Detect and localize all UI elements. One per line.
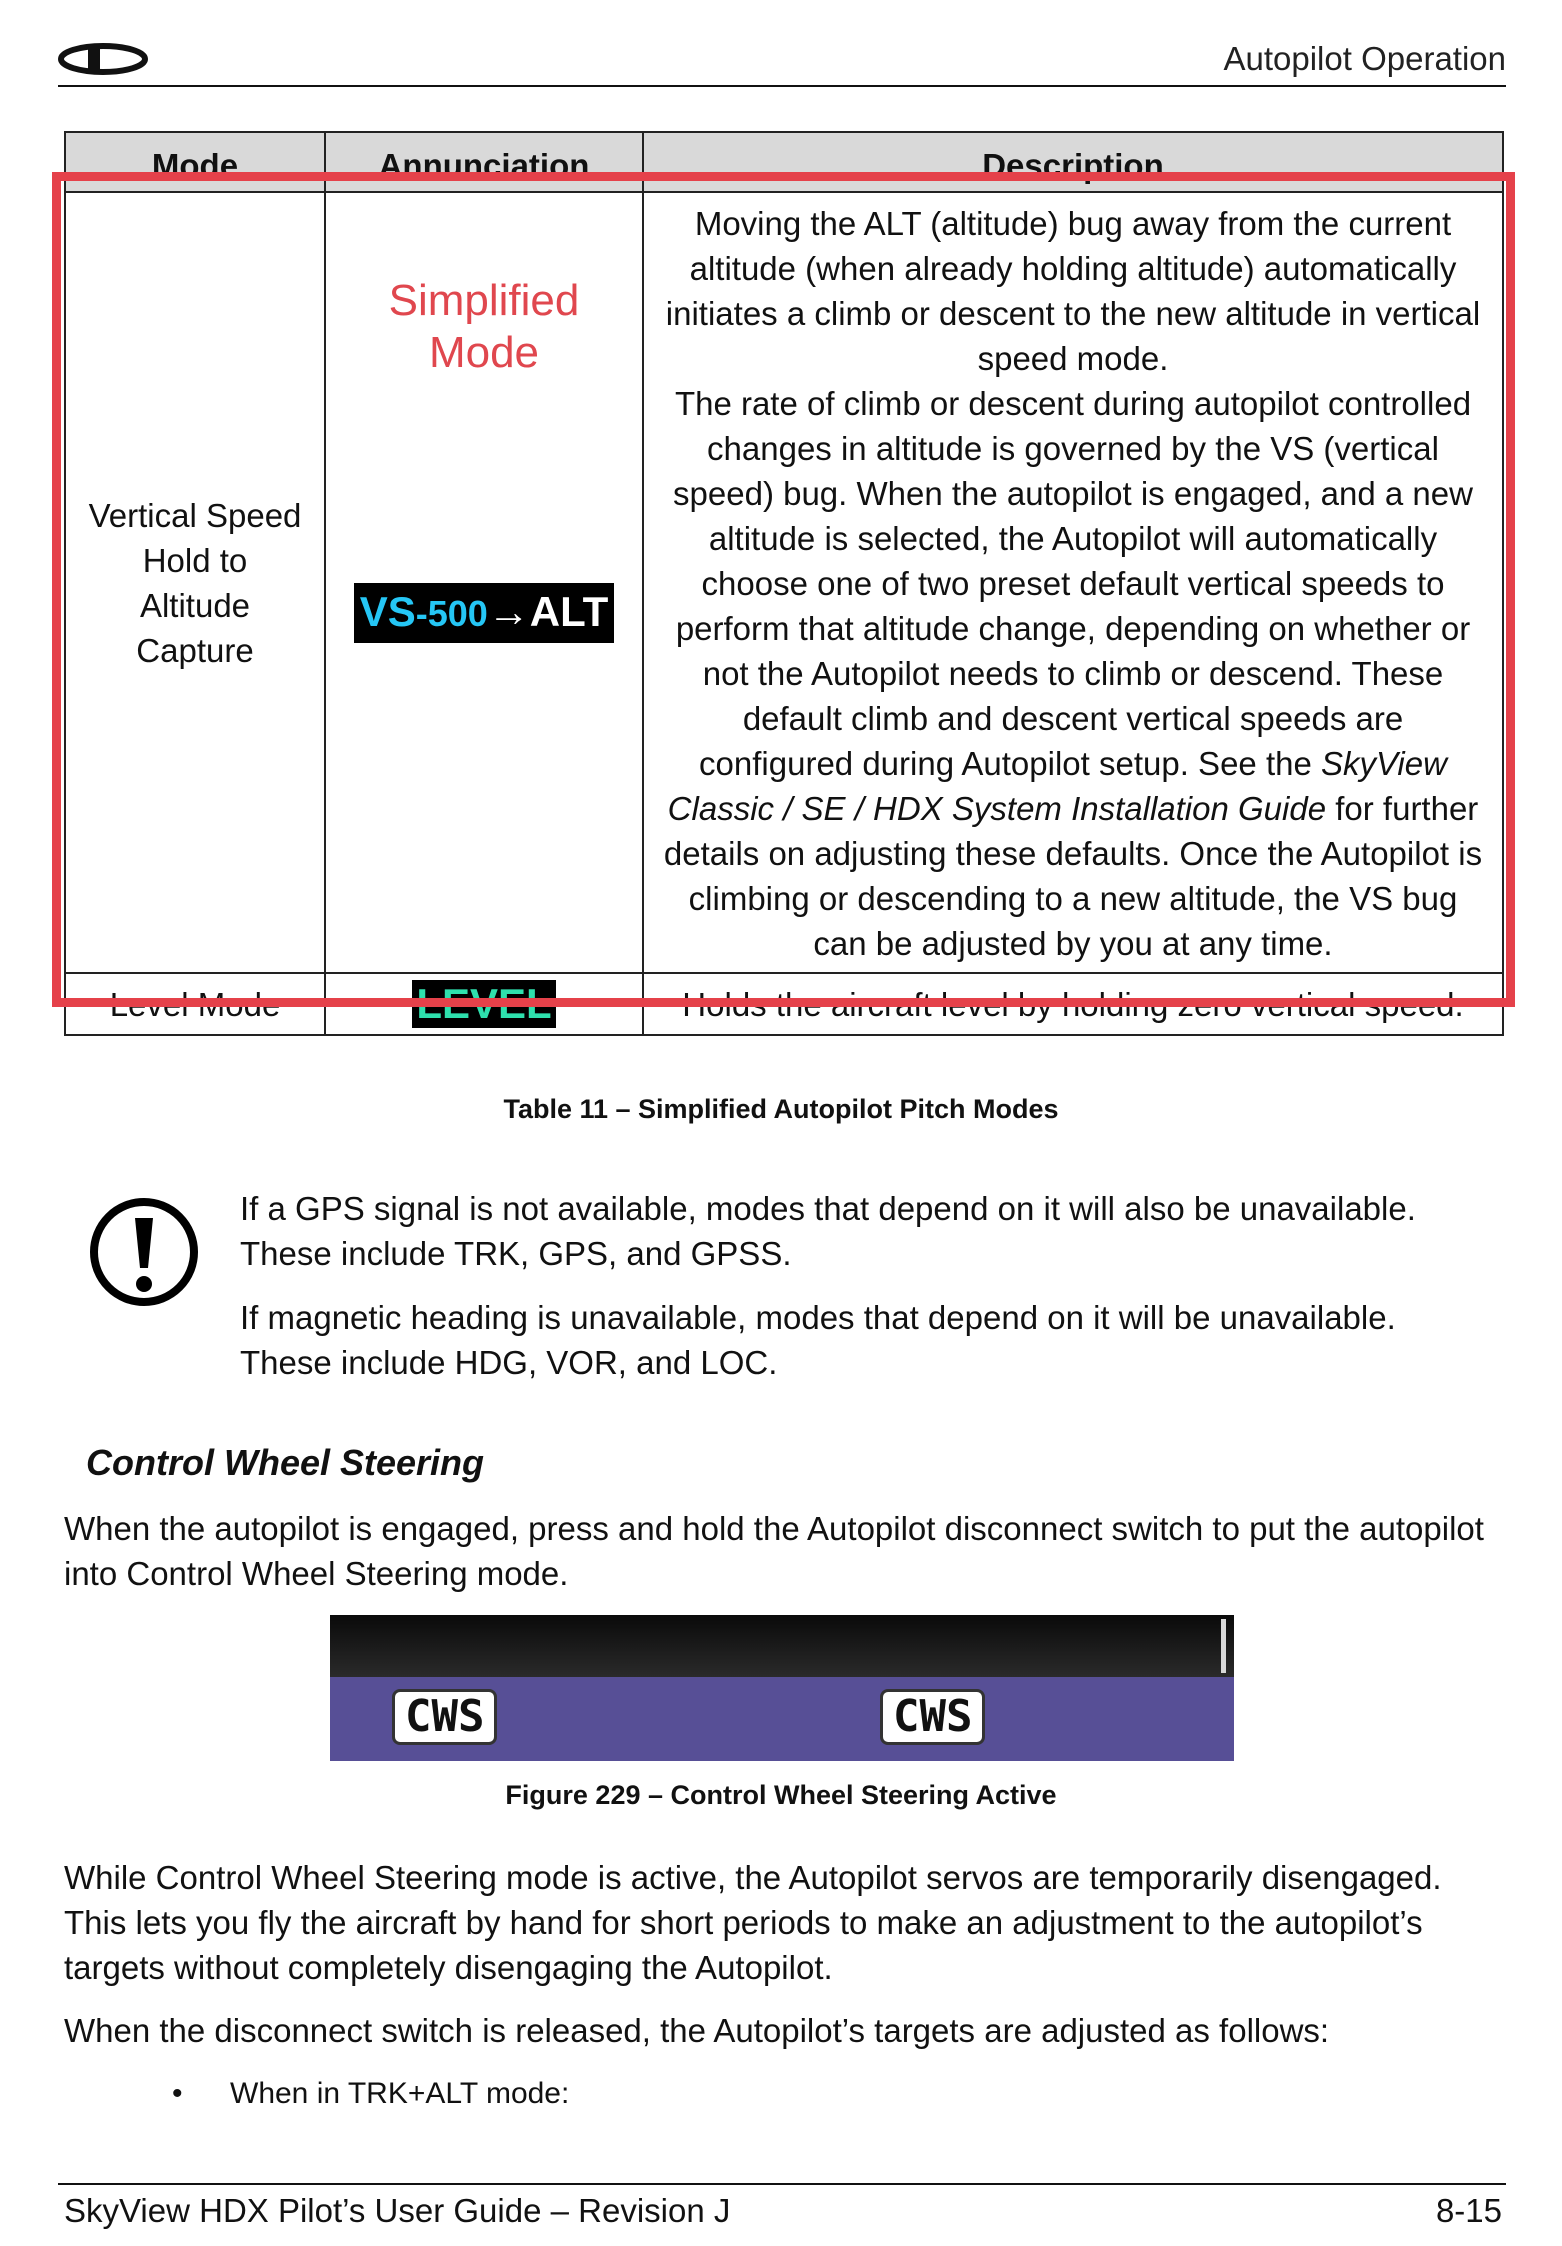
simplified-label-line: Simplified: [388, 276, 580, 325]
cws-figure: [330, 1615, 1234, 1761]
page-number: 8-15: [1435, 2192, 1502, 2229]
table-caption: Table 11 – Simplified Autopilot Pitch Modes: [503, 1094, 1059, 1124]
cws-badge: CWS: [392, 1689, 497, 1745]
footer-title: SkyView HDX Pilot’s User Guide – Revision J: [64, 2192, 731, 2229]
arrow-icon: →: [487, 587, 530, 635]
note-paragraph: If a GPS signal is not available, modes that depend on it will also be unavailable. These include TRK, GPS, and GPSS.: [240, 1190, 1416, 1272]
mode-line: Vertical Speed: [88, 496, 302, 534]
header-divider: [58, 85, 1506, 87]
column-header-mode: Mode: [65, 132, 325, 192]
section-heading: Control Wheel Steering: [86, 1442, 485, 1483]
vs-value: -500: [415, 592, 488, 634]
column-header-annunciation: Annunciation: [325, 132, 643, 192]
display-divider: [1221, 1619, 1226, 1673]
description-paragraph: Moving the ALT (altitude) bug away from the current altitude (when already holding altitude) automatically initiates a climb or descent to the new altitude in vertical speed mode.: [665, 205, 1481, 377]
body-paragraph: While Control Wheel Steering mode is active, the Autopilot servos are temporarily disengaged. This lets you fly the aircraft by hand for short periods to make an adjustment to the autopilot’s targets without completely disengaging the Autopilot.: [64, 1859, 1442, 1986]
description-text: for further details on adjusting these defaults. Once the Autopilot is climbing or descending to a new altitude, the VS bug can be adjusted by you at any time.: [663, 790, 1483, 962]
exclamation-circle-icon: [88, 1196, 200, 1308]
mode-line: Capture: [136, 631, 254, 669]
display-top-strip: [330, 1615, 1234, 1677]
highlight-box: [52, 172, 1515, 1007]
header-title: Autopilot Operation: [1223, 40, 1506, 77]
mode-line: Altitude: [139, 586, 251, 624]
column-header-description: Description: [643, 132, 1503, 192]
description-cell: Holds the aircraft level by holding zero vertical speed.: [643, 973, 1503, 1035]
body-paragraph: When the autopilot is engaged, press and hold the Autopilot disconnect switch to put the autopilot into Control Wheel Steering mode.: [64, 1510, 1484, 1592]
vs-text: VS: [359, 587, 416, 635]
level-annunciation-badge: LEVEL: [412, 980, 555, 1028]
cws-badge: CWS: [880, 1689, 985, 1745]
note-paragraph: If magnetic heading is unavailable, modes that depend on it will be unavailable. These include HDG, VOR, and LOC.: [240, 1299, 1396, 1381]
description-text: The rate of climb or descent during autopilot controlled changes in altitude is governed by the VS (vertical speed) bug. When the autopilot is engaged, and a new altitude is selected, the Autopilot will automatically choose one of two preset default vertical speeds to perform that altitude change, depending on whether or not the Autopilot needs to climb or descend. These default climb and descent vertical speeds are configured during Autopilot setup. See the: [673, 385, 1473, 782]
list-item-text: When in TRK+ALT mode:: [230, 2077, 570, 2110]
body-paragraph: When the disconnect switch is released, the Autopilot’s targets are adjusted as follows:: [64, 2012, 1330, 2049]
mode-cell: Level Mode: [65, 973, 325, 1035]
dynon-logo: [58, 42, 148, 76]
installation-guide-reference: SkyView Classic / SE / HDX System Installation Guide: [667, 745, 1447, 827]
figure-caption: Figure 229 – Control Wheel Steering Active: [505, 1780, 1057, 1810]
mode-line: Hold to: [142, 541, 248, 579]
footer-divider: [58, 2183, 1506, 2185]
simplified-label-line: Mode: [428, 328, 540, 377]
alt-text: ALT: [529, 587, 609, 635]
bullet-icon: •: [172, 2077, 183, 2110]
